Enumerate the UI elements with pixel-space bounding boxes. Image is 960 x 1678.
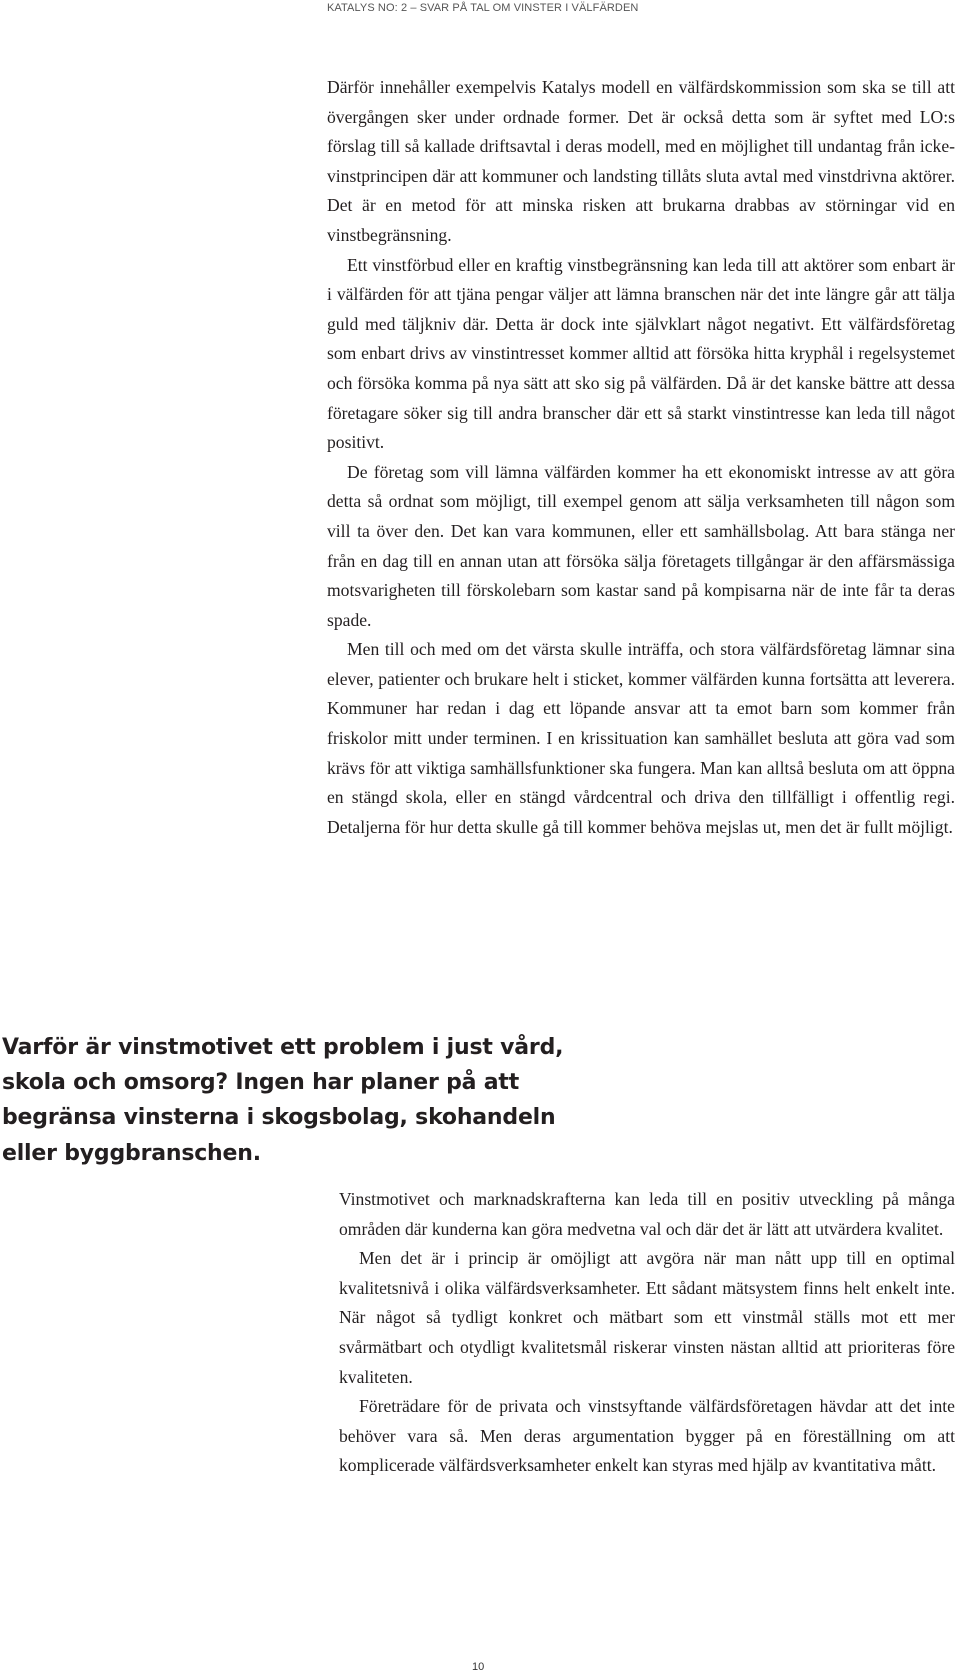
page-number: 10 — [472, 1661, 485, 1673]
paragraph: Men till och med om det värsta skulle inträffa, och stora välfärdsföretag lämnar sina elever, patienter och brukare helt i sticket, kommer välfärden kunna fortsätta att leverera. Kommuner har redan i dag ett löpande ansvar att ta emot barn som kommer från friskolor mitt under terminen. I en krissituation kan samhället besluta att göra vad som krävs för att viktiga samhällsfunktioner ska fungera. Man kan alltså besluta om att öppna en stängd skola, eller en stängd vårdcentral och driva den tillfälligt i offentlig regi. Detaljerna för hur detta skulle gå till kommer behöva mejslas ut, men det är fullt möjligt. — [327, 639, 955, 837]
paragraph: Därför innehåller exempelvis Katalys modell en välfärdskommission som ska se till att övergången sker under ordnade former. Det är också detta som är syftet med LO:s förslag till så kallade driftsavtal i deras modell, med en möjlighet till undantag från icke-vinstprincipen där att kommuner och landsting tillåts sluta avtal med vinstdrivna aktörer. Det är en metod för att minska risken att brukarna drabbas av störningar vid en vinstbegränsning. — [327, 77, 955, 245]
body-text-column-bottom — [339, 1185, 955, 1481]
paragraph: Ett vinstförbud eller en kraftig vinstbegränsning kan leda till att aktörer som enbart är i välfärden för att tjäna pengar väljer att lämna branschen när det inte längre går att tälja guld med täljkniv där. Detta är dock inte självklart något negativt. Ett välfärdsföretag som enbart drivs av vinstintresset kommer alltid att försöka hitta kryphål i regelsystemet och försöka komma på nya sätt att sko sig på välfärden. Då är det kanske bättre att dessa företagare söker sig till andra branscher där ett så starkt vinstintresse kan leda till något positivt. — [327, 254, 955, 453]
running-header: KATALYS NO: 2 – SVAR PÅ TAL OM VINSTER I VÄLFÄRDEN — [327, 2, 639, 14]
paragraph: Vinstmotivet och marknadskrafterna kan leda till en positiv utveckling på många områden där kunderna kan göra medvetna val och där det är lätt att utvärdera kvalitet. — [339, 1189, 955, 1239]
paragraph: Men det är i princip är omöjligt att avgöra när man nått upp till en optimal kvalitetsnivå i olika välfärdsverksamheter. Ett sådant mätsystem finns helt enkelt inte. När något så tydligt konkret och mätbart som ett vinstmål ställs mot ett mer svårmätbart och otydligt kvalitetsmål riskerar vinsten nästan alltid att prioriteras före kvaliteten. — [339, 1248, 955, 1387]
paragraph: De företag som vill lämna välfärden kommer ha ett ekonomiskt intresse av att göra detta så ordnat som möjligt, till exempel genom att sälja verksamheten till någon som vill ta över den. Det kan vara kommunen, eller ett samhällsbolag. Att bara stänga ner från en dag till en annan utan att försöka sälja företagets tillgångar är den affärsmässiga motsvarigheten till förskolebarn som kastar sand på kompisarna när de inte får ta deras spade. — [327, 461, 955, 630]
pull-quote: Varför är vinstmotivet ett problem i just vård, skola och omsorg? Ingen har planer på att begränsa vinsterna i skogsbolag, skohandeln eller byggbranschen. — [2, 1035, 564, 1166]
paragraph: Företrädare för de privata och vinstsyftande välfärdsföretagen hävdar att det inte behöver vara så. Men deras argumentation bygger på en föreställning om att komplicerade välfärdsverksamheter enkelt kan styras med hjälp av kvantitativa mått. — [339, 1396, 955, 1476]
body-text-column-top — [327, 73, 955, 842]
